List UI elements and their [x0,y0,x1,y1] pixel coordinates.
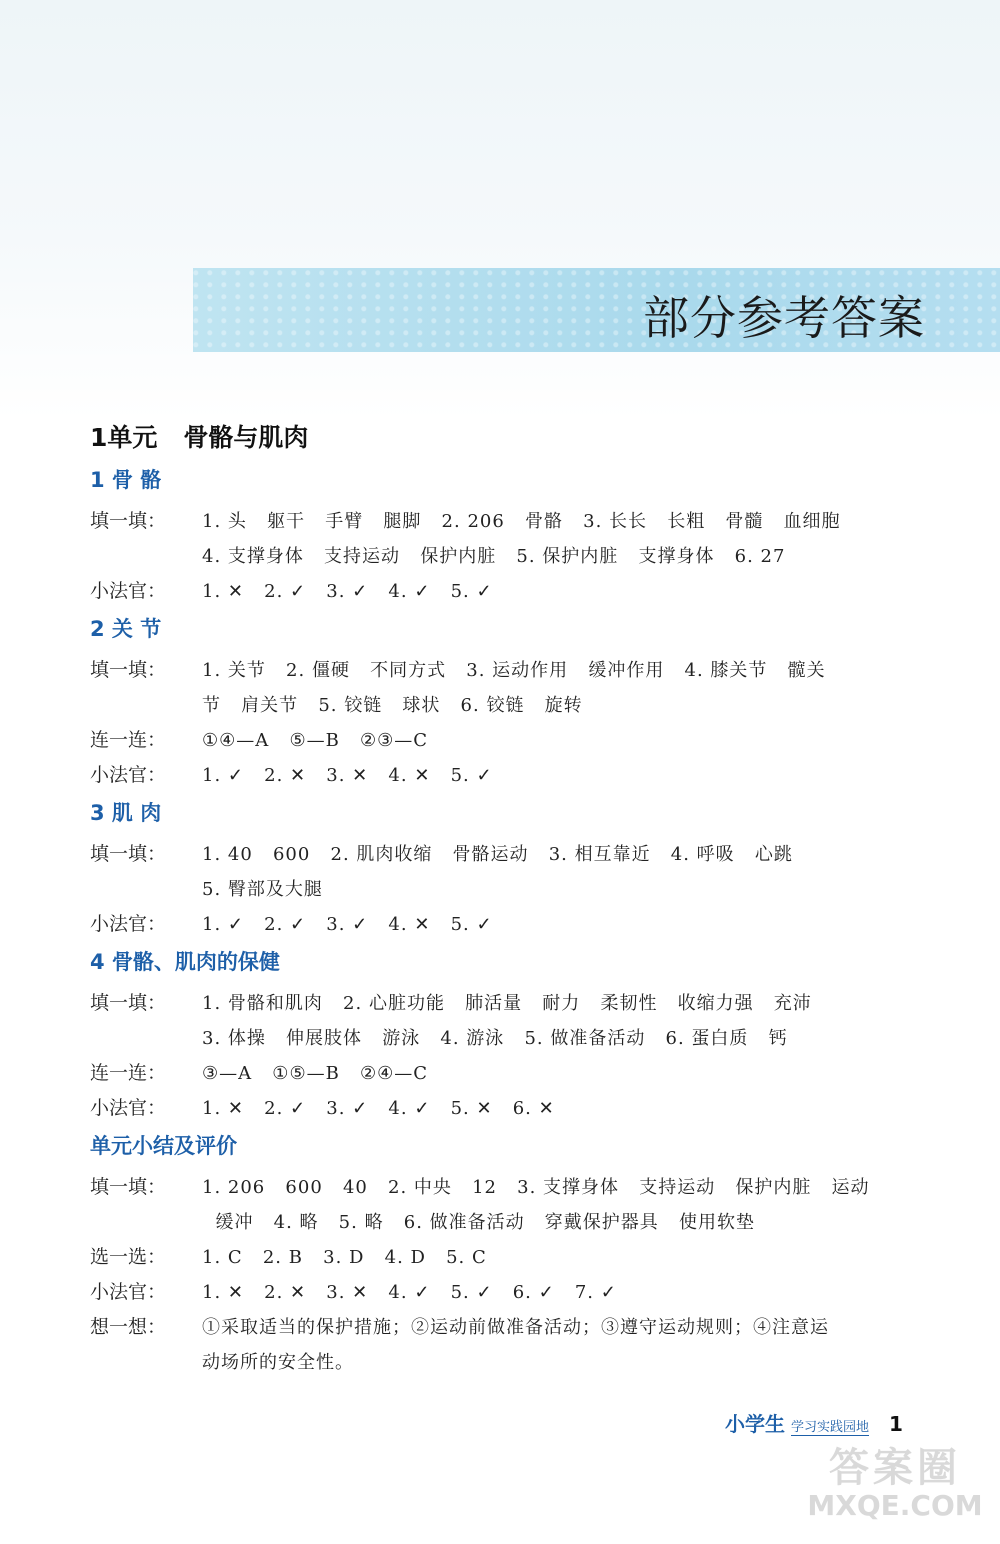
row-answer: ①④—A ⑤—B ②③—C [202,730,429,751]
answer-row [90,504,920,574]
brand-name: 小学生 [725,1412,785,1436]
row-label: 想一想： [90,1316,167,1338]
section-title: 2 关 节 [90,617,162,641]
section-1 [90,464,920,609]
answer-row [90,1056,920,1091]
answer-row [90,1240,920,1275]
watermark-title: 答案圈 [829,1445,961,1491]
unit-heading [90,418,920,454]
page-footer [725,1408,903,1437]
row-label: 小法官： [90,1281,167,1303]
row-label: 连一连： [90,1062,167,1084]
answer-row [90,758,920,793]
row-label: 小法官： [90,764,167,786]
unit-number: 1单元 [90,423,158,452]
section-title: 4 骨骼、肌肉的保健 [90,950,280,974]
brand-subtitle: 学习实践园地 [791,1416,869,1436]
watermark-url: MXQE.COM [807,1489,983,1522]
row-answer: 1. ✕ 2. ✓ 3. ✓ 4. ✓ 5. ✕ 6. ✕ [202,1098,555,1119]
section-2 [90,613,920,793]
row-label: 填一填： [90,659,167,681]
answer-row [90,1275,920,1310]
row-answer: 1. ✓ 2. ✕ 3. ✕ 4. ✕ 5. ✓ [202,765,493,786]
row-answer: 1. ✕ 2. ✕ 3. ✕ 4. ✓ 5. ✓ 6. ✓ 7. ✓ [202,1282,617,1303]
row-answer: 1. 40 600 2. 肌肉收缩 骨骼运动 3. 相互靠近 4. 呼吸 心跳 5. 臀部及大腿 [202,844,793,900]
row-label: 填一填： [90,510,167,532]
title-banner [193,268,1000,352]
section-title: 3 肌 肉 [90,801,162,825]
section-summary [90,1130,920,1380]
row-label: 小法官： [90,1097,167,1119]
answer-row [90,907,920,942]
page-number: 1 [889,1412,903,1436]
section-title: 1 骨 骼 [90,468,162,492]
page-title: 部分参考答案 [643,291,925,345]
answer-row [90,653,920,723]
row-answer: 1. ✓ 2. ✓ 3. ✓ 4. ✕ 5. ✓ [202,914,493,935]
row-answer: 1. ✕ 2. ✓ 3. ✓ 4. ✓ 5. ✓ [202,581,493,602]
answer-row [90,1170,920,1240]
row-label: 连一连： [90,729,167,751]
answer-row [90,1091,920,1126]
row-label: 填一填： [90,1176,167,1198]
answer-row [90,1310,920,1380]
answer-row [90,986,920,1056]
answer-content [90,418,920,1380]
row-label: 小法官： [90,913,167,935]
row-answer: ③—A ①⑤—B ②④—C [202,1063,429,1084]
row-answer: ①采取适当的保护措施；②运动前做准备活动；③遵守运动规则；④注意运 动场所的安全性。 [202,1317,829,1373]
row-answer: 1. 骨骼和肌肉 2. 心脏功能 肺活量 耐力 柔韧性 收缩力强 充沛 3. 体操 伸展肢体 游泳 4. 游泳 5. 做准备活动 6. 蛋白质 钙 [202,993,812,1049]
row-label: 选一选： [90,1246,167,1268]
section-title: 单元小结及评价 [90,1134,237,1158]
section-4 [90,946,920,1126]
row-answer: 1. 206 600 40 2. 中央 12 3. 支撑身体 支持运动 保护内脏 运动 缓冲 4. 略 5. 略 6. 做准备活动 穿戴保护器具 使用软垫 [202,1177,870,1233]
answer-row [90,723,920,758]
section-3 [90,797,920,942]
row-label: 填一填： [90,843,167,865]
row-answer: 1. 头 躯干 手臂 腿脚 2. 206 骨骼 3. 长长 长粗 骨髓 血细胞 4. 支撑身体 支持运动 保护内脏 5. 保护内脏 支撑身体 6. 27 [202,511,841,567]
row-answer: 1. 关节 2. 僵硬 不同方式 3. 运动作用 缓冲作用 4. 膝关节 髋关 节 肩关节 5. 铰链 球状 6. 铰链 旋转 [202,660,826,716]
unit-name: 骨骼与肌肉 [183,423,309,452]
answer-row [90,574,920,609]
row-label: 填一填： [90,992,167,1014]
row-label: 小法官： [90,580,167,602]
answer-row [90,837,920,907]
watermark [800,1445,990,1521]
row-answer: 1. C 2. B 3. D 4. D 5. C [202,1247,487,1268]
